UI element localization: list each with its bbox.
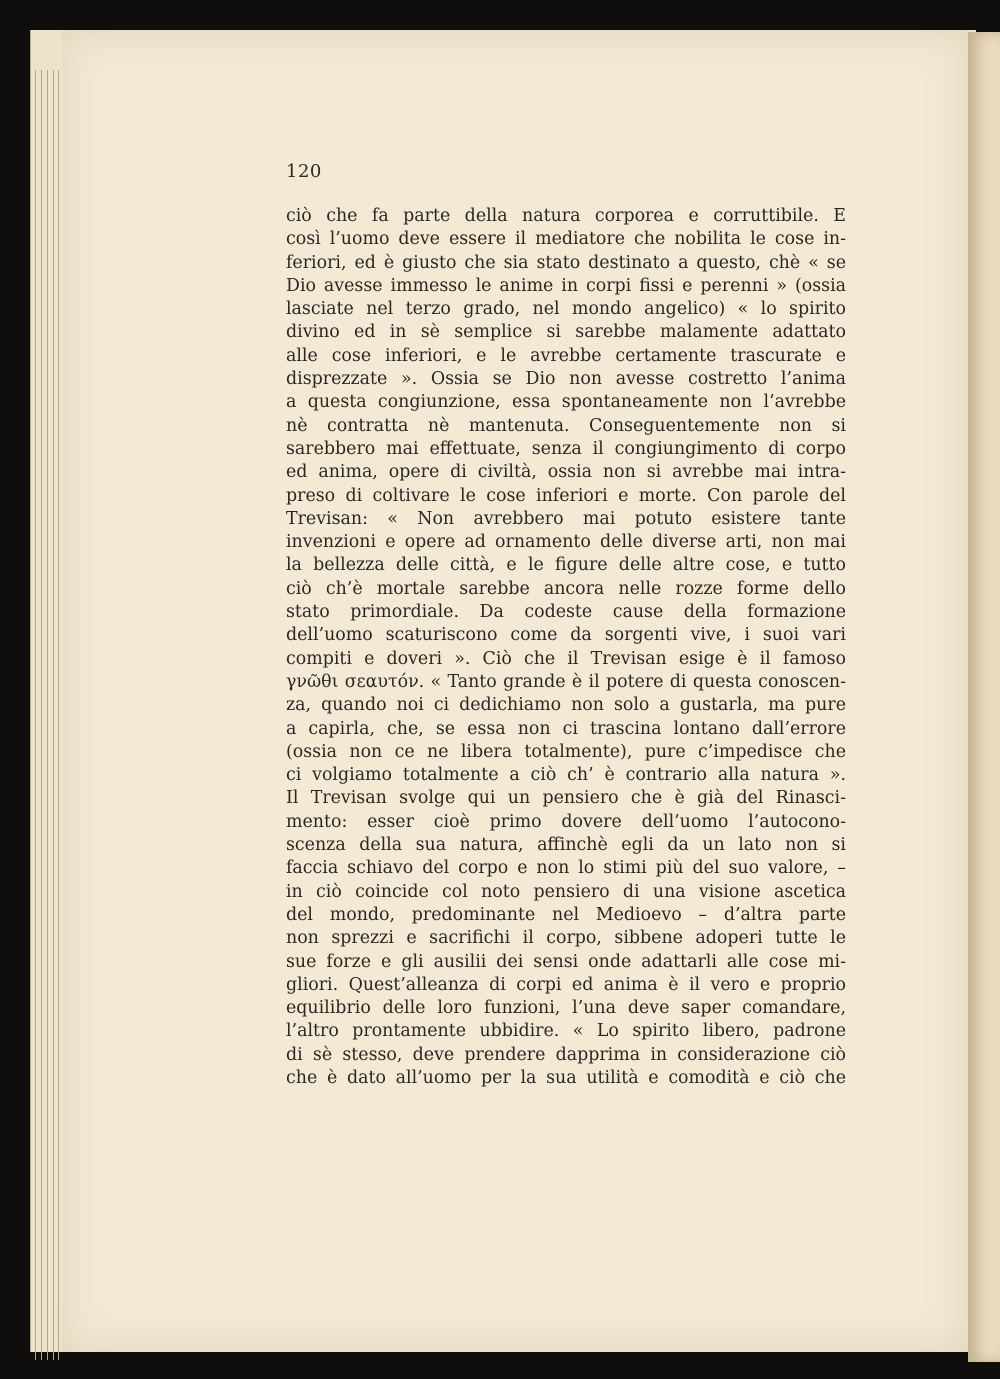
page-edge-line [53,70,54,1360]
text-line: che è dato all’uomo per la sua utilità e comodità e ciò che [286,1067,846,1088]
text-line: non sprezzi e sacrifichi il corpo, sibbene adoperi tutte le [286,928,846,949]
text-line: za, quando noi ci dedichiamo non solo a gustarla, ma pure [286,695,846,716]
text-line: disprezzate ». Ossia se Dio non avesse costretto l’anima [286,369,846,390]
text-line: ci volgiamo totalmente a ciò ch’ è contrario alla natura ». [286,765,846,786]
text-line: in ciò coincide col noto pensiero di una visione ascetica [286,881,846,902]
text-line: compiti e doveri ». Ciò che il Trevisan esige è il famoso [286,648,846,669]
text-line: sue forze e gli ausilii dei sensi onde adattarli alle cose mi- [286,951,846,972]
text-line: ed anima, opere di civiltà, ossia non si avrebbe mai intra- [286,462,846,483]
text-line: del mondo, predominante nel Medioevo – d’altra parte [286,904,846,925]
page-edge-line [35,70,36,1360]
text-line: Dio avesse immesso le anime in corpi fissi e perenni » (ossia [286,275,846,296]
page-edge-line [41,70,42,1360]
text-line: la bellezza delle città, e le figure delle altre cose, e tutto [286,555,846,576]
page-edge-line [58,70,59,1360]
text-line: γνῶθι σεαυτόν. « Tanto grande è il potere di questa conoscen- [286,671,846,692]
text-line: a capirla, che, se essa non ci trascina lontano dall’errore [286,718,846,739]
text-line: dell’uomo scaturiscono come da sorgenti vive, i suoi vari [286,625,846,646]
text-line: nè contratta nè mantenuta. Conseguentemente non si [286,415,846,436]
text-line: invenzioni e opere ad ornamento delle diverse arti, non mai [286,532,846,553]
text-line: ciò che fa parte della natura corporea e corruttibile. E [286,206,846,226]
text-line: di sè stesso, deve prendere dapprima in considerazione ciò [286,1044,846,1065]
text-line: divino ed in sè semplice si sarebbe malamente adattato [286,322,846,343]
text-line: stato primordiale. Da codeste cause della formazione [286,602,846,623]
facing-page-edge [968,32,1000,1362]
text-line: Il Trevisan svolge qui un pensiero che è già del Rinasci- [286,788,846,809]
text-line: Trevisan: « Non avrebbero mai potuto esistere tante [286,508,846,529]
text-line: sarebbero mai effettuate, senza il congiungimento di corpo [286,438,846,459]
body-text [286,205,846,1090]
text-line: così l’uomo deve essere il mediatore che nobilita le cose in- [286,229,846,250]
text-line: faccia schiavo del corpo e non lo stimi più del suo valore, – [286,858,846,879]
text-line: lasciate nel terzo grado, nel mondo angelico) « lo spirito [286,299,846,320]
text-line: a questa congiunzione, essa spontaneamente non l’avrebbe [286,392,846,413]
text-line: preso di coltivare le cose inferiori e morte. Con parole del [286,485,846,506]
text-line: equilibrio delle loro funzioni, l’una deve saper comandare, [286,998,846,1019]
text-line: alle cose inferiori, e le avrebbe certamente trascurate e [286,345,846,366]
text-line: gliori. Quest’alleanza di corpi ed anima è il vero e proprio [286,974,846,995]
page-number: 120 [286,161,322,182]
text-line: feriori, ed è giusto che sia stato destinato a questo, chè « se [286,252,846,273]
text-line: l’altro prontamente ubbidire. « Lo spirito libero, padrone [286,1021,846,1042]
text-line: ciò ch’è mortale sarebbe ancora nelle rozze forme dello [286,578,846,599]
text-line: (ossia non ce ne libera totalmente), pure c’impedisce che [286,741,846,762]
text-line: scenza della sua natura, affinchè egli da un lato non si [286,835,846,856]
text-line: mento: esser cioè primo dovere dell’uomo l’autocono- [286,811,846,832]
page-edge-line [47,70,48,1360]
